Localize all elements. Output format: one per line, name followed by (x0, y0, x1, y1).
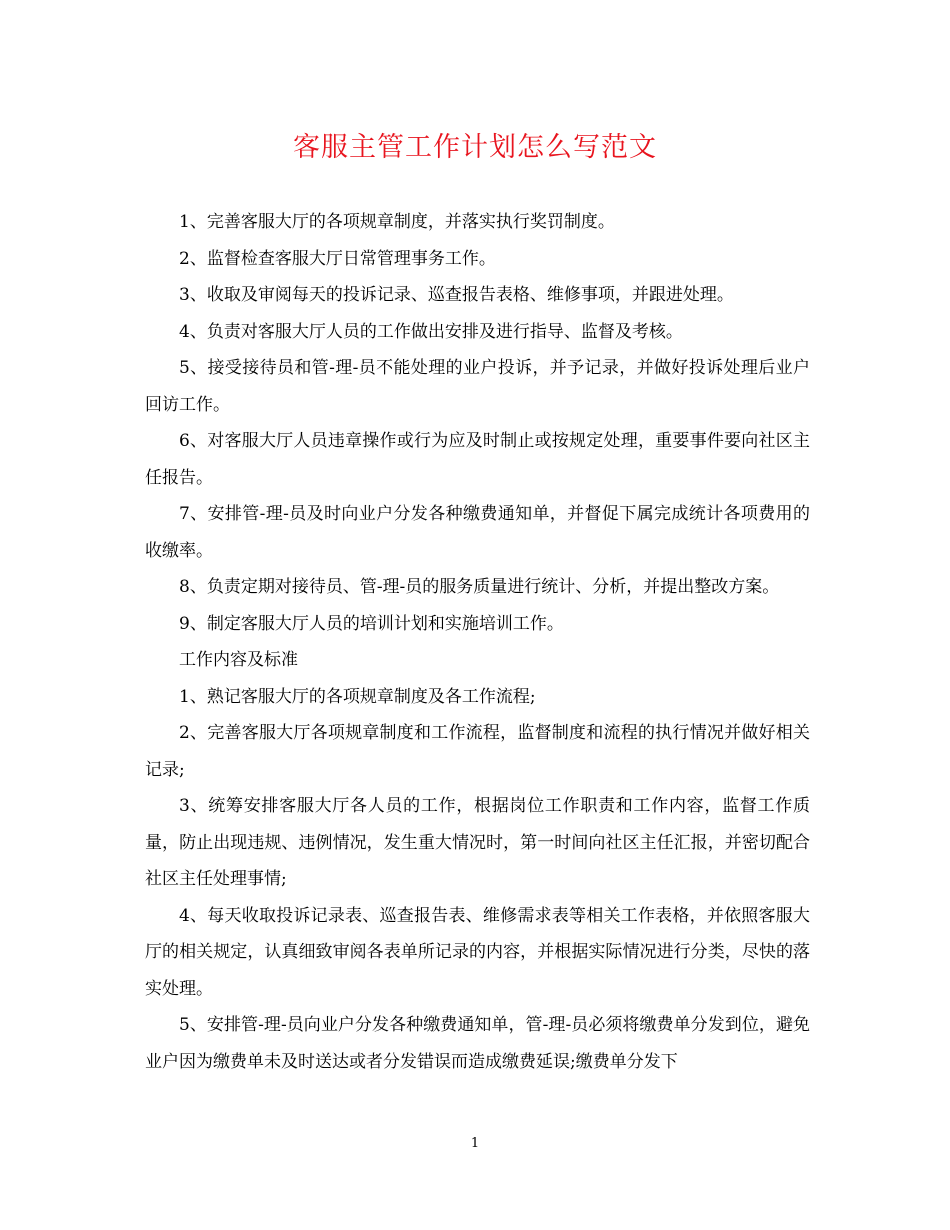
paragraph-6: 6、对客服大厅人员违章操作或行为应及时制止或按规定处理，重要事件要向社区主任报告。 (145, 431, 810, 488)
paragraph-9: 9、制定客服大厅人员的培训计划和实施培训工作。 (179, 613, 564, 634)
paragraph-2: 2、监督检查客服大厅日常管理事务工作。 (179, 248, 496, 269)
paragraph-3: 3、收取及审阅每天的投诉记录、巡查报告表格、维修事项，并跟进处理。 (179, 285, 734, 305)
paragraph-14: 5、安排管-理-员向业户分发各种缴费通知单，管-理-员必须将缴费单分发到位，避免业户因为缴费单未及时送达或者分发错误而造成缴费延误;缴费单分发下 (145, 1015, 810, 1072)
page-number: 1 (470, 1136, 480, 1151)
paragraph-12: 3、统筹安排客服大厅各人员的工作，根据岗位工作职责和工作内容，监督工作质量，防止出现违规、违例情况，发生重大情况时，第一时间向社区主任汇报，并密切配合社区主任处理事情; (145, 796, 810, 889)
paragraph-1: 1、完善客服大厅的各项规章制度，并落实执行奖罚制度。 (179, 212, 615, 232)
section-heading-work-content: 工作内容及标准 (179, 650, 298, 670)
paragraph-7: 7、安排管-理-员及时向业户分发各种缴费通知单，并督促下属完成统计各项费用的收缴率。 (145, 504, 810, 561)
paragraph-13: 4、每天收取投诉记录表、巡查报告表、维修需求表等相关工作表格，并依照客服大厅的相关规定，认真细致审阅各表单所记录的内容，并根据实际情况进行分类，尽快的落实处理。 (145, 905, 810, 999)
paragraph-10: 1、熟记客服大厅的各项规章制度及各工作流程; (179, 686, 536, 707)
document-body (145, 204, 810, 1080)
document-title: 客服主管工作计划怎么写范文 (293, 132, 657, 163)
paragraph-11: 2、完善客服大厅各项规章制度和工作流程，监督制度和流程的执行情况并做好相关记录; (145, 723, 810, 780)
paragraph-4: 4、负责对客服大厅人员的工作做出安排及进行指导、监督及考核。 (179, 321, 683, 342)
paragraph-8: 8、负责定期对接待员、管-理-员的服务质量进行统计、分析，并提出整改方案。 (179, 577, 780, 597)
paragraph-5: 5、接受接待员和管-理-员不能处理的业户投诉，并予记录，并做好投诉处理后业户回访工作。 (145, 358, 810, 415)
